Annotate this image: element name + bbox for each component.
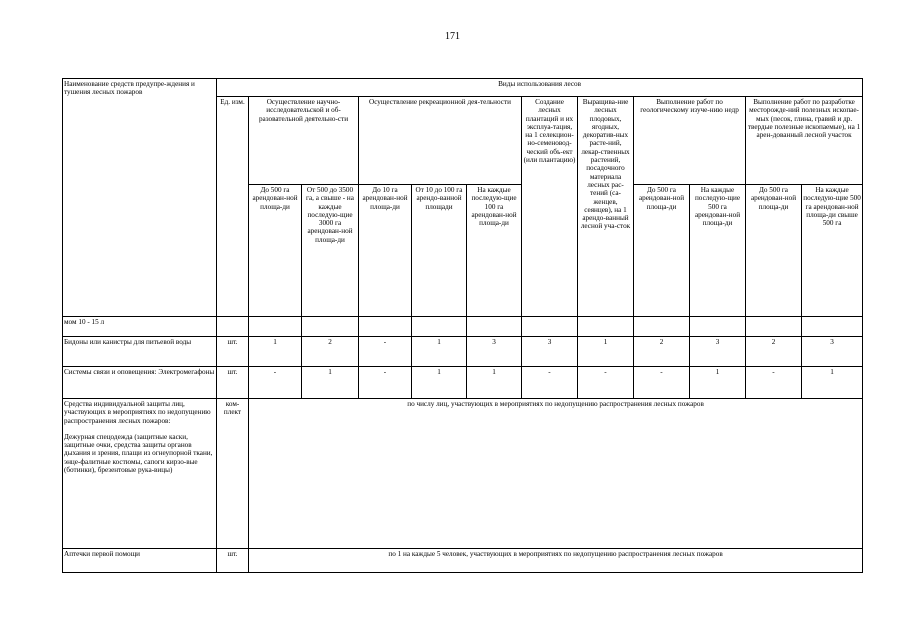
value-cell: 1 [302, 367, 359, 399]
cell-empty [802, 317, 863, 337]
value-cell: 2 [302, 337, 359, 367]
cell-empty [249, 317, 302, 337]
value-cell: 2 [634, 337, 690, 367]
table-row [63, 337, 863, 367]
cell-empty [634, 317, 690, 337]
header-group-growing: Выращива-ние лесных плодовых, ягодных, декоратив-ных расте-ний, лекар-ственных растений, посадочного материала лесных рас-тений (са-женцев, сеянцев), на 1 арендо-ванный лесной уча-сток [578, 97, 634, 317]
spacer [64, 425, 215, 433]
header-group-mining: Выполнение работ по разработке месторожде-ний полезных ископае-мых (песок, глина, гравий и др. твердые полезные ископаемые), на 1 арен-дованный лесной участок [746, 97, 863, 185]
cell-empty [359, 317, 412, 337]
value-cell: - [634, 367, 690, 399]
cell-empty [522, 317, 578, 337]
value-cell: - [578, 367, 634, 399]
value-cell: 1 [412, 337, 467, 367]
cell-empty [690, 317, 746, 337]
row-name: мом 10 - 15 л [63, 317, 217, 337]
value-cell: 1 [690, 367, 746, 399]
subheader-cell: До 10 га арендован-ной площа-ди [359, 185, 412, 317]
subheader-cell: До 500 га арендован-ной площа-ди [634, 185, 690, 317]
subheader-cell: На каждые последую-щие 100 га арендован-ной площа-ди [467, 185, 522, 317]
row-unit: шт. [217, 367, 249, 399]
row-name: Аптечки первой помощи [63, 549, 217, 573]
cell-empty [217, 317, 249, 337]
value-cell: 1 [412, 367, 467, 399]
value-cell: - [249, 367, 302, 399]
header-unit: Ед. изм. [217, 97, 249, 317]
merged-value-cell: по 1 на каждые 5 человек, участвующих в мероприятиях по недопущению распространения лесных пожаров [249, 549, 863, 573]
subheader-cell: До 500 га арендован-ной площа-ди [249, 185, 302, 317]
value-cell: 1 [249, 337, 302, 367]
value-cell: 3 [522, 337, 578, 367]
value-cell: 3 [802, 337, 863, 367]
value-cell: 3 [467, 337, 522, 367]
cell-empty [746, 317, 802, 337]
equipment-norms-table [62, 78, 863, 573]
merged-value-cell: по числу лиц, участвующих в мероприятиях по недопущению распространения лесных пожаров [249, 399, 863, 549]
value-cell: - [359, 337, 412, 367]
header-types-title: Виды использования лесов [217, 79, 863, 97]
row-name: Бидоны или канистры для питьевой воды [63, 337, 217, 367]
table-row [63, 399, 863, 549]
subheader-cell: На каждые последую-щие 500 га арендован-ной площа-ди свыше 500 га [802, 185, 863, 317]
table-row [63, 367, 863, 399]
page-number: 171 [445, 31, 460, 42]
row-name: Системы связи и оповещения: Электромегафоны [63, 367, 217, 399]
table-row [63, 317, 863, 337]
cell-empty [578, 317, 634, 337]
cell-empty [412, 317, 467, 337]
header-group-recreation: Осуществление рекреационной дея-тельности [359, 97, 522, 185]
value-cell: - [746, 367, 802, 399]
row-unit: ком-плект [217, 399, 249, 549]
table-row [63, 549, 863, 573]
cell-empty [467, 317, 522, 337]
value-cell: - [359, 367, 412, 399]
row-unit: шт. [217, 337, 249, 367]
subheader-cell: От 500 до 3500 га, а свыше - на каждые последую-щие 3000 га арендован-ной площа-ди [302, 185, 359, 317]
value-cell: 1 [802, 367, 863, 399]
header-group-plantations: Создание лесных плантаций и их эксплуа-тация, на 1 селекцион-но-семеновод-ческий объ-ект (или плантацию) [522, 97, 578, 317]
row-name-part-b: Дежурная спецодежда (защитные каски, защитные очки, средства защиты органов дыхания и зрения, плащи из огнеупорной ткани, энце-фалитные костюмы, сапоги кирзо-вые (ботинки), брезентовые рука-вицы) [64, 432, 213, 475]
value-cell: 3 [690, 337, 746, 367]
value-cell: - [522, 367, 578, 399]
header-group-research: Осуществление научно-исследовательской и об-разовательной деятельно-сти [249, 97, 359, 185]
row-unit: шт. [217, 549, 249, 573]
subheader-cell: До 500 га арендован-ной площа-ди [746, 185, 802, 317]
value-cell: 1 [467, 367, 522, 399]
row-name-part-a: Средства индивидуальной защиты лиц, участвующих в мероприятиях по недопущению распространения лесных пожаров: [64, 400, 211, 425]
subheader-cell: От 10 до 100 га арендо-ванной площади [412, 185, 467, 317]
header-name-column: Наименование средств предупре-ждения и тушения лесных пожаров [63, 79, 217, 317]
cell-empty [302, 317, 359, 337]
subheader-cell: На каждые последую-щие 500 га арендован-ной площа-ди [690, 185, 746, 317]
value-cell: 1 [578, 337, 634, 367]
value-cell: 2 [746, 337, 802, 367]
row-name [63, 399, 217, 549]
header-group-geology: Выполнение работ по геологическому изуче-нию недр [634, 97, 746, 185]
